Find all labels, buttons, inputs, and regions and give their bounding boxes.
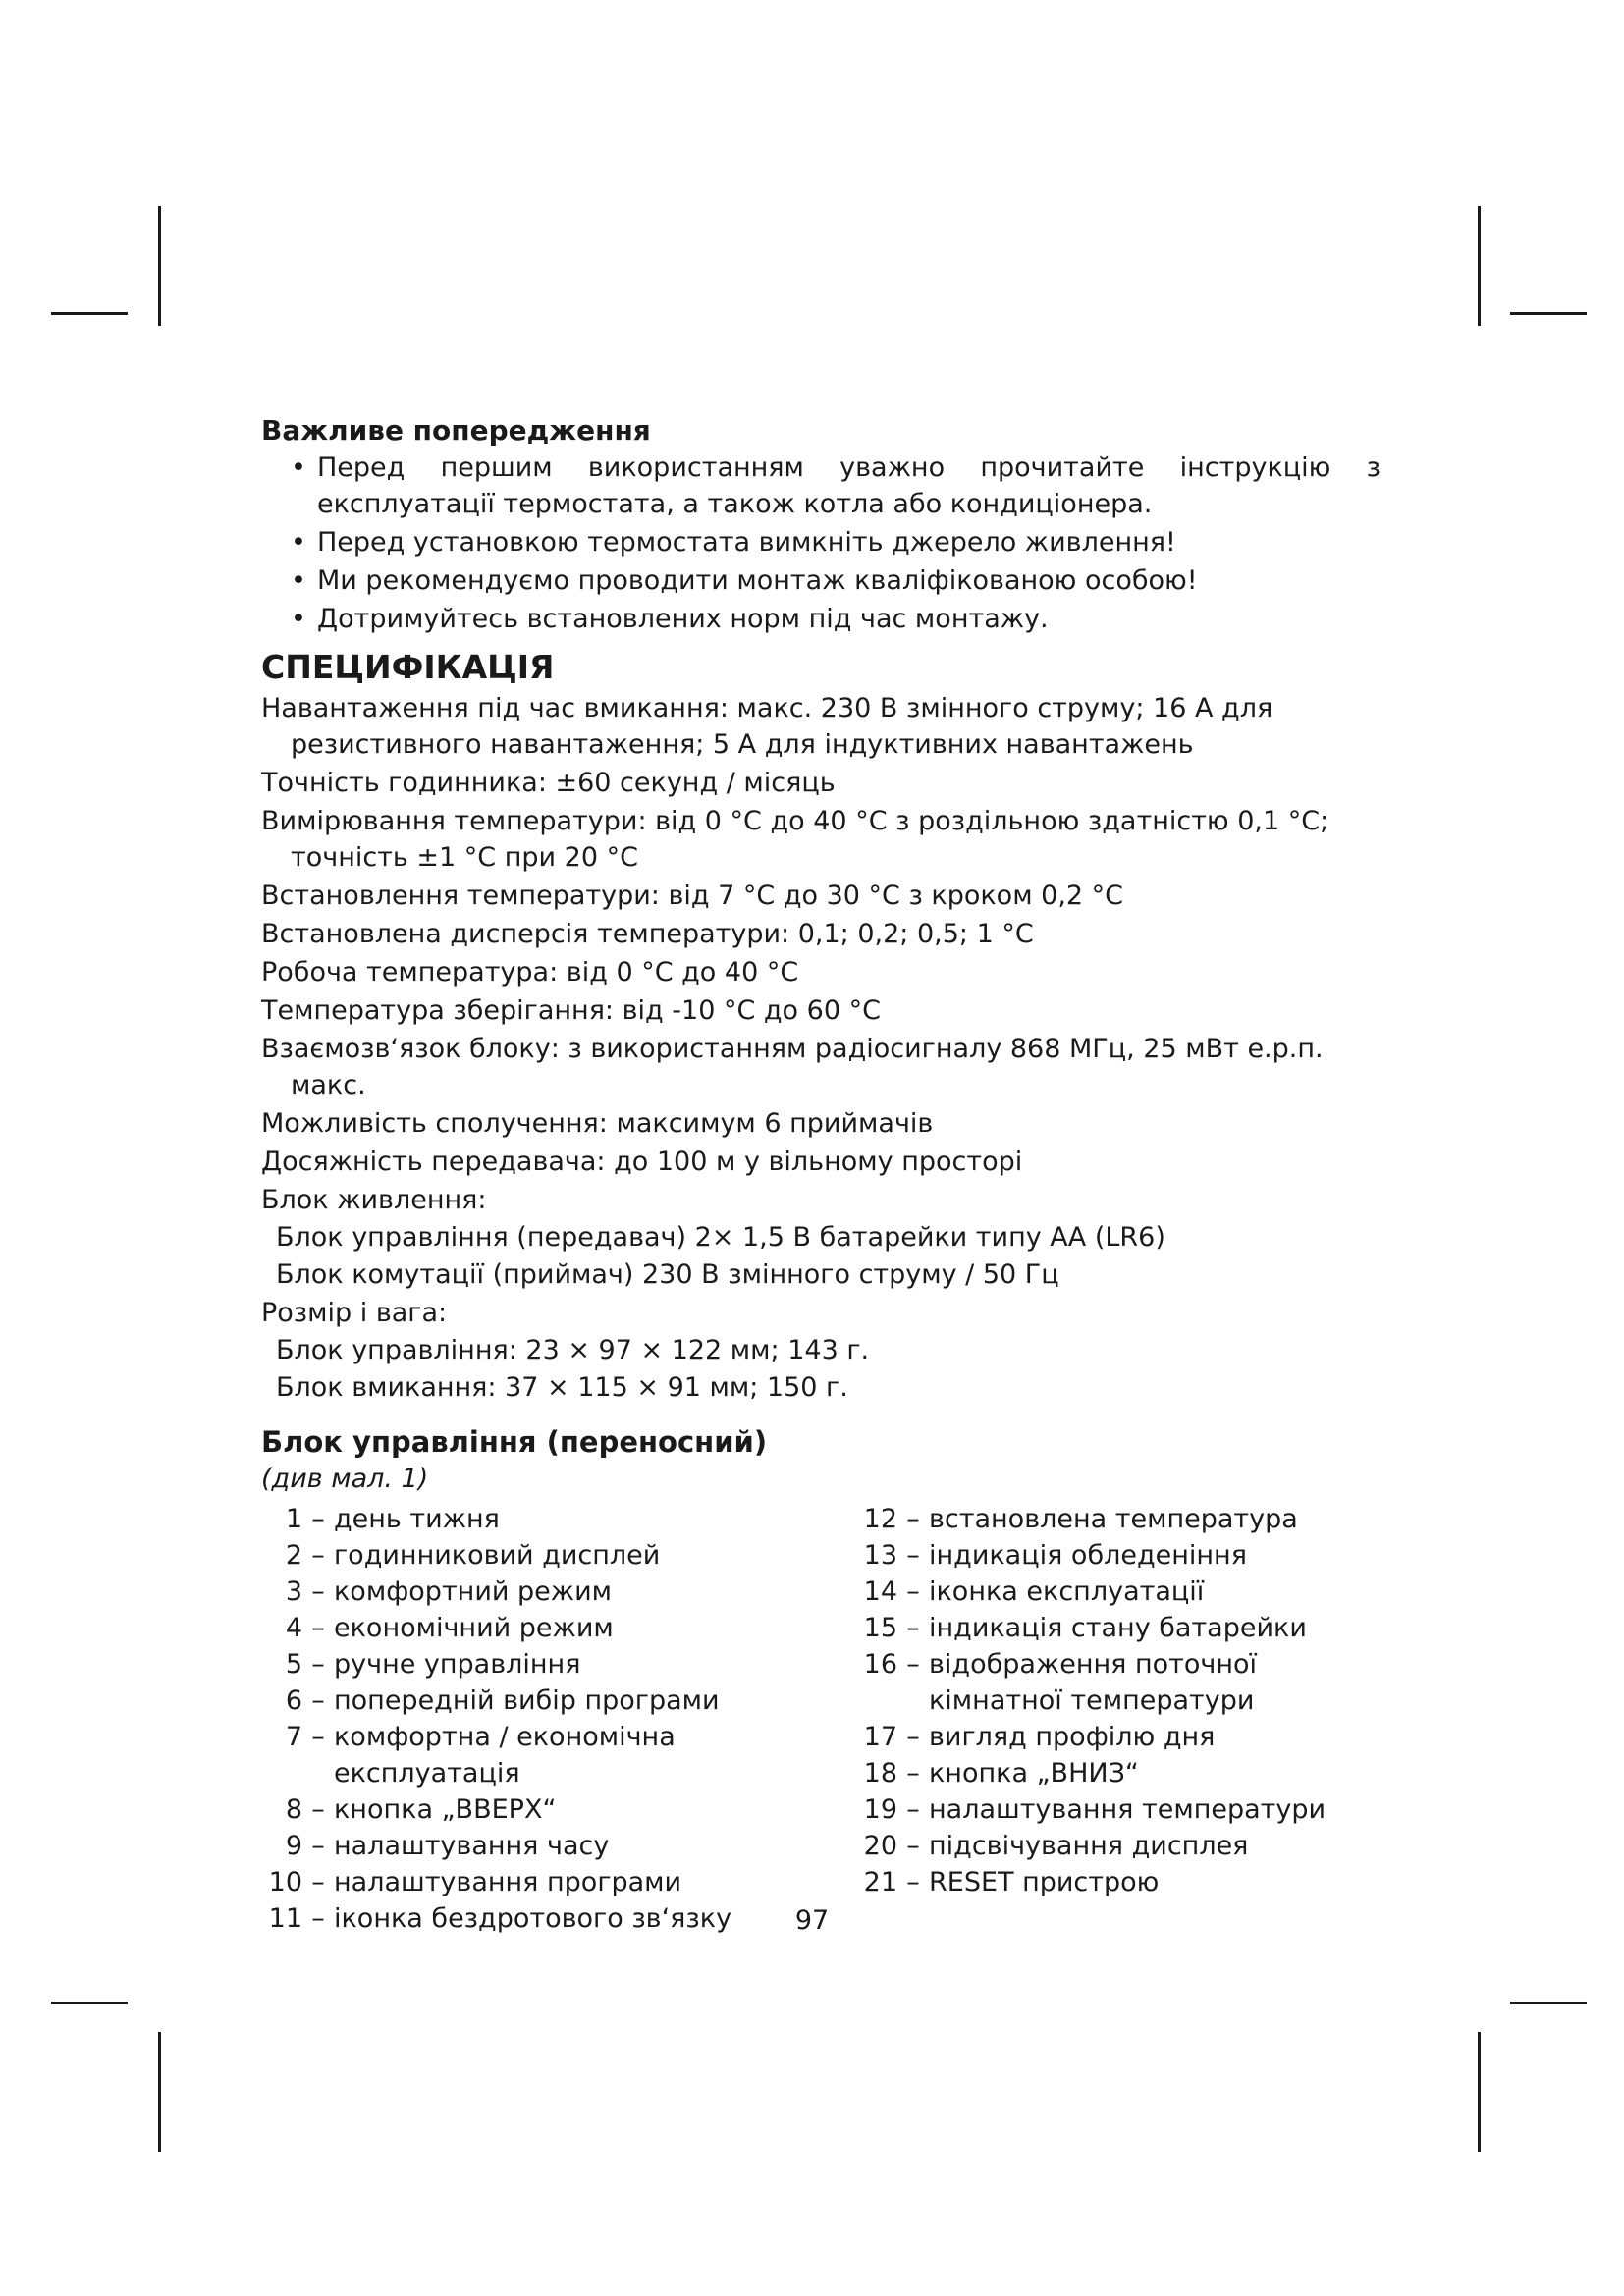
warning-heading: Важливе попередження	[261, 414, 651, 447]
item-dash: –	[906, 1722, 920, 1752]
spec-line: Встановлена дисперсія температури: 0,1; 0,2; 0,5; 1 °C	[261, 919, 1034, 949]
item-text: попередній вибір програми	[334, 1685, 720, 1716]
item-text: встановлена температура	[929, 1504, 1298, 1534]
crop-mark-top-right-horizontal	[1510, 312, 1587, 315]
crop-mark-bottom-right-horizontal	[1510, 2002, 1587, 2004]
warning-item: • Перед установкою термостата вимкніть джерело живлення!	[291, 524, 1380, 561]
size-item: Блок управління: 23 × 97 × 122 мм; 143 г.	[276, 1335, 870, 1365]
item-text: іконка бездротового зв‘язку	[334, 1903, 732, 1934]
item-number: 3	[285, 1576, 302, 1607]
list-item	[856, 1864, 1380, 1900]
spec-line: Робоча температура: від 0 °C до 40 °C	[261, 957, 799, 988]
item-number: 20	[863, 1831, 897, 1861]
page-number: 97	[794, 1905, 830, 1936]
list-item	[261, 1646, 856, 1682]
item-number: 18	[863, 1758, 897, 1789]
spec-line: Взаємозв‘язок блоку: з використанням радіосигналу 868 МГц, 25 мВт е.р.п. макс.	[261, 1034, 1324, 1100]
item-text: підсвічування дисплея	[929, 1831, 1249, 1861]
list-item	[856, 1610, 1380, 1646]
warning-item: • Перед першим використанням уважно прочитайте інструкцію з експлуатації термостата, а також котла або кондиціонера.	[291, 450, 1380, 522]
list-item	[261, 1537, 856, 1574]
item-number: 21	[863, 1867, 897, 1897]
power-item: Блок комутації (приймач) 230 В змінного струму / 50 Гц	[276, 1259, 1059, 1290]
item-text: вигляд профілю дня	[929, 1722, 1216, 1752]
item-number: 2	[285, 1540, 302, 1571]
warning-item: • Дотримуйтесь встановлених норм під час монтажу.	[291, 601, 1380, 637]
figure-reference: (див мал. 1)	[261, 1464, 429, 1494]
crop-mark-top-right-vertical	[1478, 206, 1481, 326]
item-number: 15	[863, 1613, 897, 1643]
item-text: індикація стану батарейки	[929, 1613, 1307, 1643]
spec-line: Вимірювання температури: від 0 °C до 40 °C з роздільною здатністю 0,1 °C; точність ±1 °C при 20 °C	[261, 806, 1329, 873]
item-dash: –	[311, 1613, 325, 1643]
item-text: годинниковий дисплей	[334, 1540, 661, 1571]
list-item	[261, 1682, 856, 1719]
legend-column-right	[856, 1501, 1380, 1937]
item-dash: –	[311, 1794, 325, 1825]
item-dash: –	[311, 1540, 325, 1571]
item-text: налаштування часу	[334, 1831, 610, 1861]
list-item	[261, 1828, 856, 1864]
item-text: день тижня	[334, 1504, 500, 1534]
item-dash: –	[311, 1576, 325, 1607]
list-item	[856, 1537, 1380, 1574]
item-text: ручне управління	[334, 1649, 581, 1680]
item-number: 12	[863, 1504, 897, 1534]
power-label: Блок живлення:	[261, 1185, 487, 1215]
list-item	[261, 1864, 856, 1900]
item-number: 9	[285, 1831, 302, 1861]
list-item	[261, 1791, 856, 1828]
crop-mark-bottom-left-horizontal	[51, 2002, 128, 2004]
list-item	[261, 1719, 856, 1791]
size-item: Блок вмикання: 37 × 115 × 91 мм; 150 г.	[276, 1372, 848, 1403]
item-dash: –	[906, 1649, 920, 1680]
item-number: 6	[285, 1685, 302, 1716]
list-item	[856, 1755, 1380, 1791]
warning-list	[261, 450, 1380, 637]
item-number: 4	[285, 1613, 302, 1643]
item-dash: –	[906, 1613, 920, 1643]
crop-mark-bottom-left-vertical	[158, 2032, 161, 2152]
item-dash: –	[311, 1831, 325, 1861]
item-text: кнопка „ВВЕРХ“	[334, 1794, 557, 1825]
item-number: 1	[285, 1504, 302, 1534]
item-number: 14	[863, 1576, 897, 1607]
item-text: комфортний режим	[334, 1576, 612, 1607]
item-text: комфортна / економічна експлуатація	[334, 1722, 676, 1789]
item-text: RESET пристрою	[929, 1867, 1160, 1897]
item-dash: –	[906, 1576, 920, 1607]
item-text: налаштування програми	[334, 1867, 682, 1897]
item-dash: –	[906, 1504, 920, 1534]
item-text: відображення поточної кімнатної температури	[929, 1649, 1258, 1716]
list-item	[261, 1501, 856, 1537]
item-text: налаштування температури	[929, 1794, 1326, 1825]
item-dash: –	[311, 1722, 325, 1752]
item-dash: –	[311, 1649, 325, 1680]
item-dash: –	[906, 1794, 920, 1825]
list-item	[856, 1646, 1380, 1719]
item-number: 17	[863, 1722, 897, 1752]
control-heading: Блок управління (переносний)	[261, 1425, 768, 1459]
crop-mark-top-left-horizontal	[51, 312, 128, 315]
item-dash: –	[906, 1867, 920, 1897]
item-dash: –	[311, 1903, 325, 1934]
spec-line: Можливість сполучення: максимум 6 приймачів	[261, 1108, 934, 1139]
crop-mark-bottom-right-vertical	[1478, 2032, 1481, 2152]
item-number: 7	[285, 1722, 302, 1752]
list-item	[856, 1501, 1380, 1537]
item-dash: –	[311, 1867, 325, 1897]
crop-mark-top-left-vertical	[158, 206, 161, 326]
item-text: індикація обледеніння	[929, 1540, 1247, 1571]
list-item	[856, 1719, 1380, 1755]
legend-columns	[261, 1501, 1380, 1937]
item-text: іконка експлуатації	[929, 1576, 1205, 1607]
item-number: 13	[863, 1540, 897, 1571]
spec-line: Температура зберігання: від -10 °C до 60 °C	[261, 995, 881, 1026]
spec-line: Встановлення температури: від 7 °C до 30 °C з кроком 0,2 °C	[261, 881, 1124, 911]
list-item	[856, 1828, 1380, 1864]
item-number: 5	[285, 1649, 302, 1680]
spec-line: Точність годинника: ±60 секунд / місяць	[261, 768, 836, 798]
spec-list	[261, 690, 1380, 1406]
list-item	[856, 1791, 1380, 1828]
item-dash: –	[311, 1685, 325, 1716]
list-item	[261, 1610, 856, 1646]
item-text: економічний режим	[334, 1613, 614, 1643]
spec-line: Досяжність передавача: до 100 м у вільному просторі	[261, 1147, 1023, 1177]
item-dash: –	[906, 1831, 920, 1861]
spec-heading: СПЕЦИФІКАЦІЯ	[261, 648, 555, 686]
item-text: кнопка „ВНИЗ“	[929, 1758, 1139, 1789]
item-number: 16	[863, 1649, 897, 1680]
item-dash: –	[906, 1540, 920, 1571]
item-number: 19	[863, 1794, 897, 1825]
page-content	[261, 412, 1380, 1937]
size-label: Розмір і вага:	[261, 1298, 448, 1328]
item-dash: –	[311, 1504, 325, 1534]
power-item: Блок управління (передавач) 2× 1,5 В батарейки типу АА (LR6)	[276, 1222, 1165, 1253]
item-number: 11	[268, 1903, 302, 1934]
spec-line: Навантаження під час вмикання: макс. 230 В змінного струму; 16 А для резистивного навантаження; 5 А для індуктивних навантажень	[261, 693, 1273, 760]
item-dash: –	[906, 1758, 920, 1789]
legend-column-left	[261, 1501, 856, 1937]
list-item	[261, 1574, 856, 1610]
warning-item: • Ми рекомендуємо проводити монтаж кваліфікованою особою!	[291, 562, 1380, 599]
item-number: 10	[268, 1867, 302, 1897]
item-number: 8	[285, 1794, 302, 1825]
list-item	[856, 1574, 1380, 1610]
